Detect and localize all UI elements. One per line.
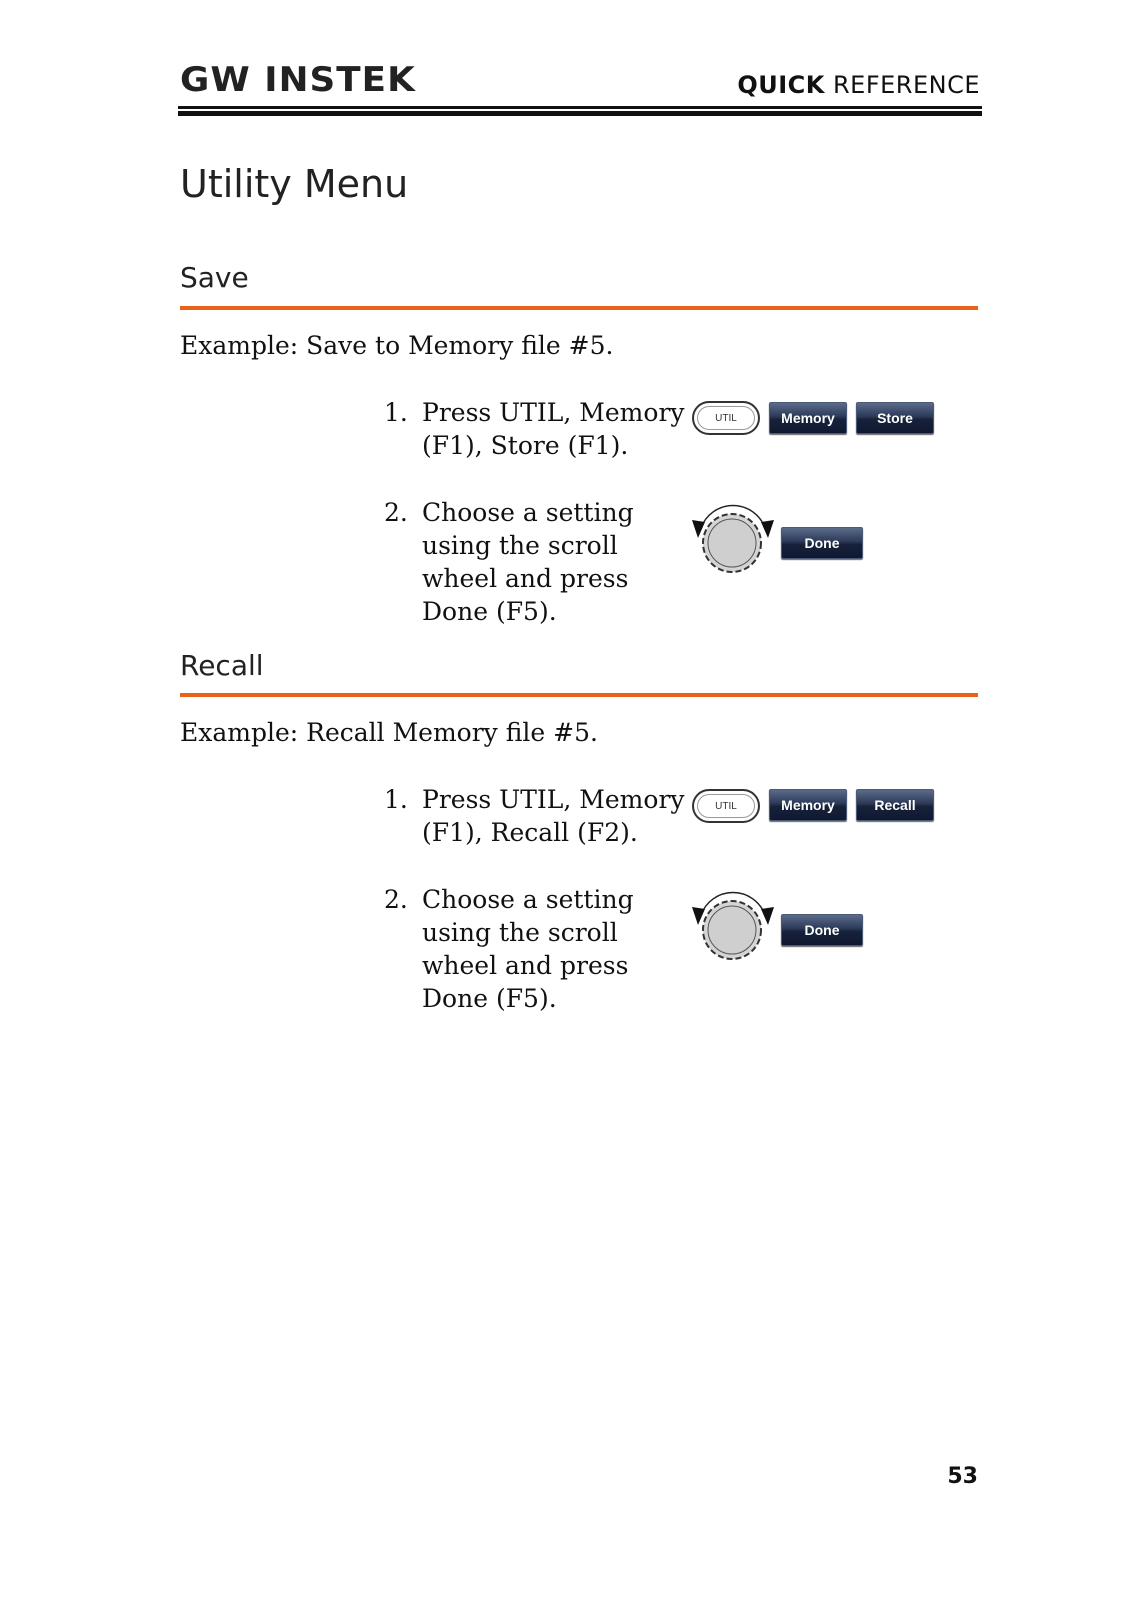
step-text: Choose a setting using the scroll wheel and press Done (F5). [422,885,634,1013]
save-example: Example: Save to Memory file #5. [180,331,614,360]
running-header-bold: QUICK [737,71,825,99]
step-text: Choose a setting using the scroll wheel and press Done (F5). [422,498,634,626]
step-number: 2. [384,885,408,914]
scroll-wheel-icon[interactable] [689,498,777,578]
util-key[interactable]: UTIL [692,401,760,435]
section-title-recall: Recall [180,649,264,682]
scroll-wheel-icon[interactable] [689,885,777,965]
step-number: 1. [384,785,408,814]
header-rule-heavy [178,111,982,116]
memory-softkey[interactable]: Memory [769,402,847,434]
section-rule-save [180,306,978,310]
running-header-rest: REFERENCE [824,71,980,99]
recall-softkey[interactable]: Recall [856,789,934,821]
step-number: 2. [384,498,408,527]
store-softkey[interactable]: Store [856,402,934,434]
page-title: Utility Menu [180,162,409,206]
step-number: 1. [384,398,408,427]
done-softkey[interactable]: Done [781,527,863,559]
step-text: Press UTIL, Memory (F1), Recall (F2). [422,785,685,847]
brand-logo: GW INSTEK [180,60,416,100]
done-softkey[interactable]: Done [781,914,863,946]
section-title-save: Save [180,261,249,294]
page-number: 53 [947,1464,978,1489]
section-rule-recall [180,693,978,697]
recall-example: Example: Recall Memory file #5. [180,718,598,747]
step-text: Press UTIL, Memory (F1), Store (F1). [422,398,685,460]
header-rule [178,106,982,109]
util-key[interactable]: UTIL [692,789,760,823]
memory-softkey[interactable]: Memory [769,789,847,821]
running-header [737,70,980,100]
